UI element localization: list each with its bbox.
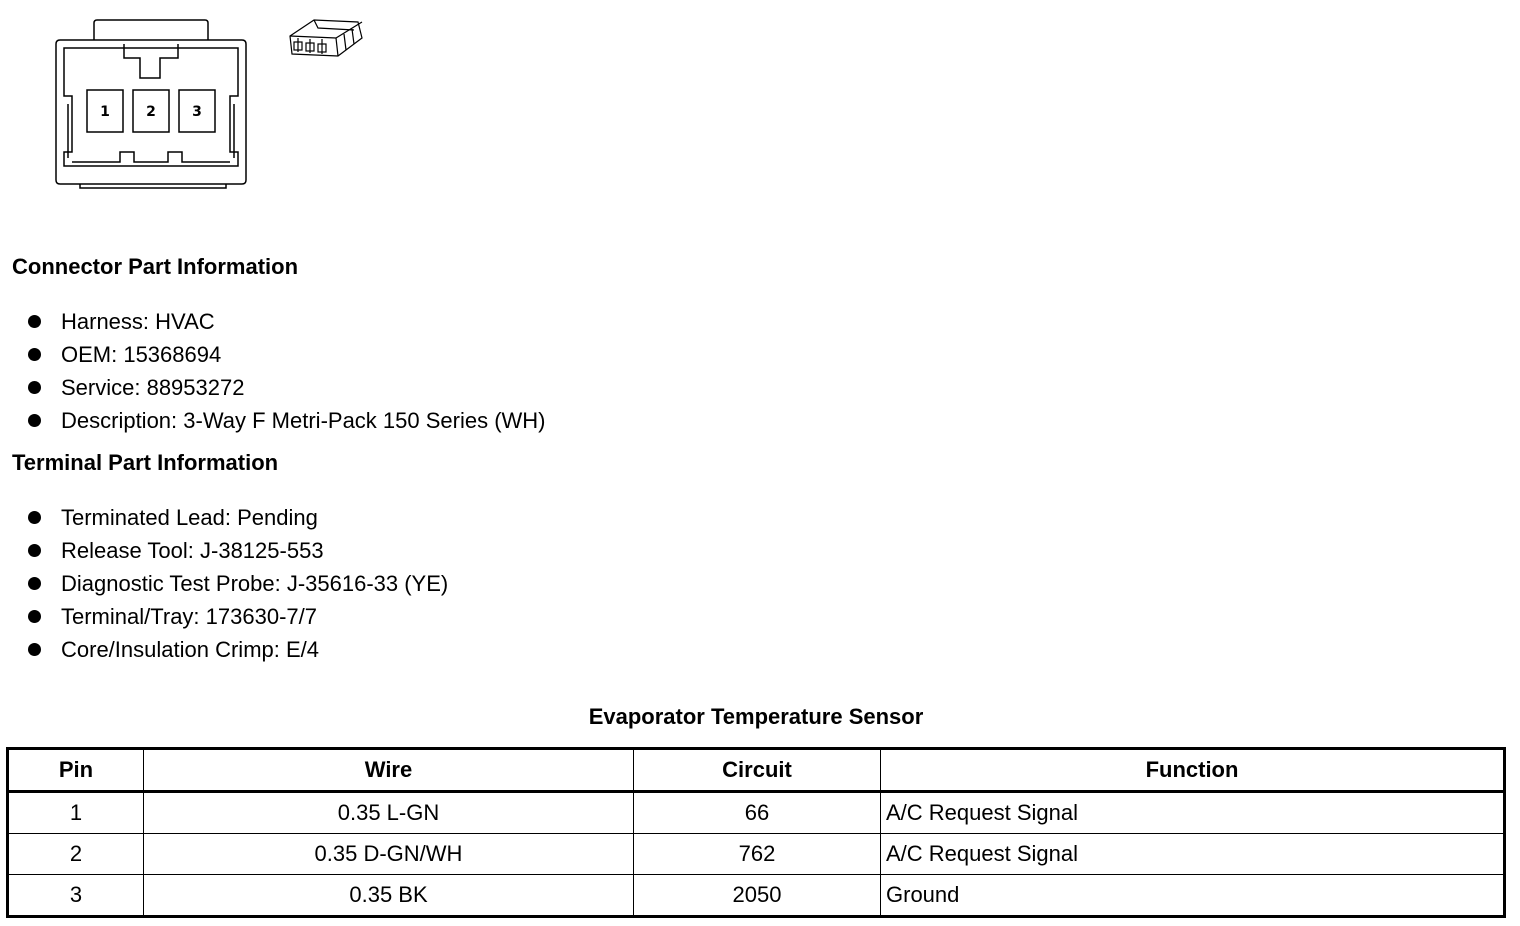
list-item (28, 305, 546, 338)
connector-info-list (28, 305, 546, 437)
list-item (28, 501, 448, 534)
bullet-icon (28, 511, 41, 524)
cell-function: Ground (881, 875, 1505, 917)
list-item (28, 338, 546, 371)
pinout-table (6, 747, 1506, 918)
terminated-lead-text: Terminated Lead: Pending (61, 505, 318, 530)
cell-wire: 0.35 BK (144, 875, 634, 917)
cell-circuit: 66 (634, 792, 881, 834)
header-wire: Wire (144, 749, 634, 792)
cell-function: A/C Request Signal (881, 834, 1505, 875)
crimp-text: Core/Insulation Crimp: E/4 (61, 637, 319, 662)
header-function: Function (881, 749, 1505, 792)
table-row (8, 792, 1505, 834)
connector-isometric-icon (284, 14, 366, 60)
cell-function: A/C Request Signal (881, 792, 1505, 834)
list-item (28, 600, 448, 633)
header-pin: Pin (8, 749, 144, 792)
cell-circuit: 2050 (634, 875, 881, 917)
connector-face-diagram (50, 14, 250, 194)
list-item (28, 567, 448, 600)
cell-pin: 3 (8, 875, 144, 917)
bullet-icon (28, 381, 41, 394)
oem-text: OEM: 15368694 (61, 342, 222, 367)
bullet-icon (28, 348, 41, 361)
cell-pin: 2 (8, 834, 144, 875)
cell-wire: 0.35 L-GN (144, 792, 634, 834)
table-title: Evaporator Temperature Sensor (588, 704, 924, 729)
terminal-info-heading: Terminal Part Information (12, 450, 279, 475)
header-circuit: Circuit (634, 749, 881, 792)
service-text: Service: 88953272 (61, 375, 245, 400)
table-header-row (8, 749, 1505, 792)
terminal-tray-text: Terminal/Tray: 173630-7/7 (61, 604, 317, 629)
connector-info-heading: Connector Part Information (12, 254, 299, 279)
harness-text: Harness: HVAC (61, 309, 215, 334)
cell-circuit: 762 (634, 834, 881, 875)
release-tool-text: Release Tool: J-38125-553 (61, 538, 324, 563)
table-row (8, 875, 1505, 917)
bullet-icon (28, 643, 41, 656)
terminal-info-list (28, 501, 448, 666)
bullet-icon (28, 577, 41, 590)
cell-pin: 1 (8, 792, 144, 834)
list-item (28, 371, 546, 404)
table-row (8, 834, 1505, 875)
bullet-icon (28, 414, 41, 427)
pin-label-2: 2 (146, 104, 156, 120)
pin-label-1: 1 (100, 104, 110, 120)
list-item (28, 404, 546, 437)
pin-label-3: 3 (192, 104, 202, 120)
test-probe-text: Diagnostic Test Probe: J-35616-33 (YE) (61, 571, 449, 596)
list-item (28, 534, 448, 567)
bullet-icon (28, 544, 41, 557)
description-text: Description: 3-Way F Metri-Pack 150 Series (WH) (61, 408, 546, 433)
bullet-icon (28, 610, 41, 623)
bullet-icon (28, 315, 41, 328)
list-item (28, 633, 448, 666)
cell-wire: 0.35 D-GN/WH (144, 834, 634, 875)
